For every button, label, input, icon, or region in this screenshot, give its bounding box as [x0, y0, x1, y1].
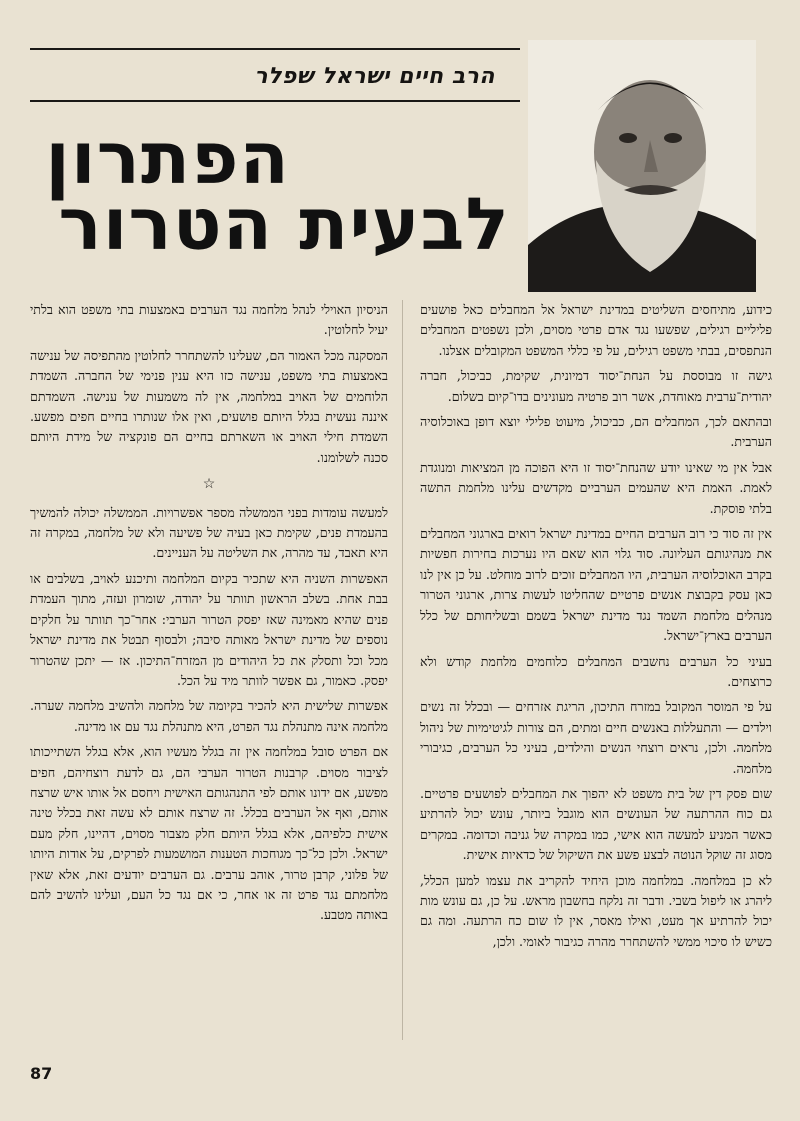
paragraph: גישה זו מבוססת על הנחת־יסוד דמיונית, שקימת, כביכול, חברה יהודית־ערבית מאוחדת, אשר רוב פרטיה מעונינים בדו־קיום בשלום.	[420, 368, 772, 404]
portrait-illustration	[528, 40, 756, 292]
portrait-photo	[528, 40, 756, 292]
paragraph: אם הפרט סובל במלחמה אין זה בגלל מעשיו הוא, אלא בגלל השתייכותו לציבור מסוים. קרבנות הטרור הערבי הם, גם לדעת רוצחיהם, חפים מפשע, אם ידונו אותם לפי התנהגותם האישית ויחסם אל אותו איש שרצח אותם, ואף אל הערבים בכלל. זה שרצח אותם לא עשה זאת בכלל טינה אישית כלפיהם, אלא בגלל היותם חלק מצבור מסוים, דהיינו, חלק מעם ישראל. ולכן כל־כך מגוחכות הטענות המושמעות לפרקים, על אודות היותו של פלוני, קרבן טרור, אוהב ערבים. גם הערבים יודעים זאת, אלא שאין מלחמתם נגד פרט זה או אחר, כי אם נגד כל העם, ועלינו להשיב להם באותה מטבע.	[30, 744, 388, 923]
author-byline: הרב חיים ישראל שפלר	[254, 64, 495, 89]
article-column-right	[420, 300, 772, 1040]
paragraph: אין זה סוד כי רוב הערבים החיים במדינת ישראל רואים בארגוני המחבלים את מנהיגותם העליונה. סוד גלוי הוא שאם היו נערכות בחירות חפשיות בקרב האוכלוסיה הערבית, היו המחבלים זוכים לרוב מוחלט. על כן אין לנו כאן עסק בקבוצת אנשים פרטיים שהחליטו לעשות צרות, ארגוני הטרור מנהלים מלחמת השמד נגד מדינת ישראל בשמם ובשליחותם של כלל הערבים בארץ־ישראל.	[420, 526, 772, 644]
page-number: 87	[30, 1064, 53, 1083]
paragraph: הניסיון האוילי לנהל מלחמה נגד הערבים באמצעות בתי משפט הוא בלתי יעיל לחלוטין.	[30, 302, 388, 338]
column-divider	[402, 300, 403, 1040]
paragraph: לא כן במלחמה. במלחמה מוכן היחיד להקריב את עצמו למען הכלל, ליהרג או ליפול בשבי. ודבר זה נלקח בחשבון מראש. על כן, גם עונש מות יכול להרתיע אך מעט, ואילו מאסר, אין לו שום כח הרתעה. ומה גם כשיש לו סיכוי ממשי להשתחרר מהרה כגיבור לאומי. ולכן,	[420, 872, 772, 949]
paragraph: למעשה עומדות בפני הממשלה מספר אפשרויות. הממשלה יכולה להמשיך בהעמדת פנים, שקימת כאן בעיה של פשיעה ולא של מלחמה, במקרה זה היא תאבד, עד מהרה, את השליטה על העניינים.	[30, 504, 388, 561]
paragraph: ובהתאם לכך, המחבלים הם, כביכול, מיעוט פלילי יוצא דופן באוכלוסיה הערבית.	[420, 414, 772, 450]
star-separator-icon: ☆	[202, 476, 216, 493]
paragraph: שום פסק דין של בית משפט לא יהפוך את המחבלים לפושעים פרטיים. גם כוח ההרתעה של העונשים הוא מוגבל ביותר, עונש יכול להרתיע כאשר המניע למעשה הוא אישי, כמו במקרה של גניבה וכדומה. במקרים מסוג זה שוקל הנוטה לבצע פשע את השיקול של כדאיות אישית.	[420, 785, 772, 863]
headline-line-2: לבעית הטרור	[58, 182, 510, 266]
byline-rule	[30, 100, 520, 102]
paragraph: אבל אין מי שאינו יודע שהנחת־יסוד זו היא הפוכה מן המציאות ומנוגדת לאמת. האמת היא שהעמים הערביים מקדשים עלינו מלחמת התשה בלתי פוסקת.	[420, 459, 772, 516]
article-column-left	[30, 300, 388, 1040]
paragraph: האפשרות השניה היא שתכיר בקיום המלחמה ותיכנע לאויב, בשלבים או בבת אחת. בשלב הראשון תוותר על יהודה, שומרון ועזה, מתוך העמדת פנים שהיא מאמינה שאז יפסק הטרור הערבי: אחר־כך תוותר על חלקים נוספים של מדינת ישראל מאותה סיבה; ולבסוף תבטל את מדינת ישראל מכל וכל ותסלק את כל היהודים מן המזרח־התיכון. אז — יתכן שהטרור יפסק. כאמור, גם אפשר לוותר מיד על הכל.	[30, 570, 388, 688]
paragraph: בעיני כל הערבים נחשבים המחבלים כלוחמים מלחמת קודש ולא כרוצחים.	[420, 653, 772, 689]
paragraph: המסקנה מכל האמור הם, שעלינו להשתחרר לחלוטין מהתפיסה של ענישה באמצעות בתי משפט, ענישה כזו היא ענין פנימי של החברה. השמדת הלוחמים של האויב במלחמה, אין לה משמעות של ענישה. השמדתם איננה נעשית בגלל היותם פושעים, ואין אלו שנותרו בחיים חפים מפשע. השמדת חילי האויב או השארתם בחיים הם פונקציה של מידת היותם סכנה לשלומנו.	[30, 347, 388, 465]
headline-line-1: הפתרון	[45, 116, 290, 200]
top-rule	[30, 48, 520, 50]
paragraph: על פי המוסר המקובל במזרח התיכון, הריגת אזרחים — ובכלל זה נשים וילדים — והתעללות באנשים חיים ומתים, הם צורות לגיטימיות של ניהול מלחמה. ולכן, נראים רוצחי הנשים והילדים, בעיני כל הערבים, כגיבורי מלחמה.	[420, 699, 772, 776]
paragraph: אפשרות שלישית היא להכיר בקיומה של מלחמה ולהשיב מלחמה שערה. מלחמה אינה מתנהלת נגד הפרט, היא מתנהלת נגד עם או מדינה.	[30, 698, 388, 734]
paragraph: כידוע, מתיחסים השליטים במדינת ישראל אל המחבלים כאל פושעים פליליים רגילים, שפשעו נגד אדם פרטי מסוים, ולכן נשפטים המחבלים הנתפסים, בבתי משפט רגילים, על פי כללי המשפט המקובלים אצלנו.	[420, 302, 772, 358]
